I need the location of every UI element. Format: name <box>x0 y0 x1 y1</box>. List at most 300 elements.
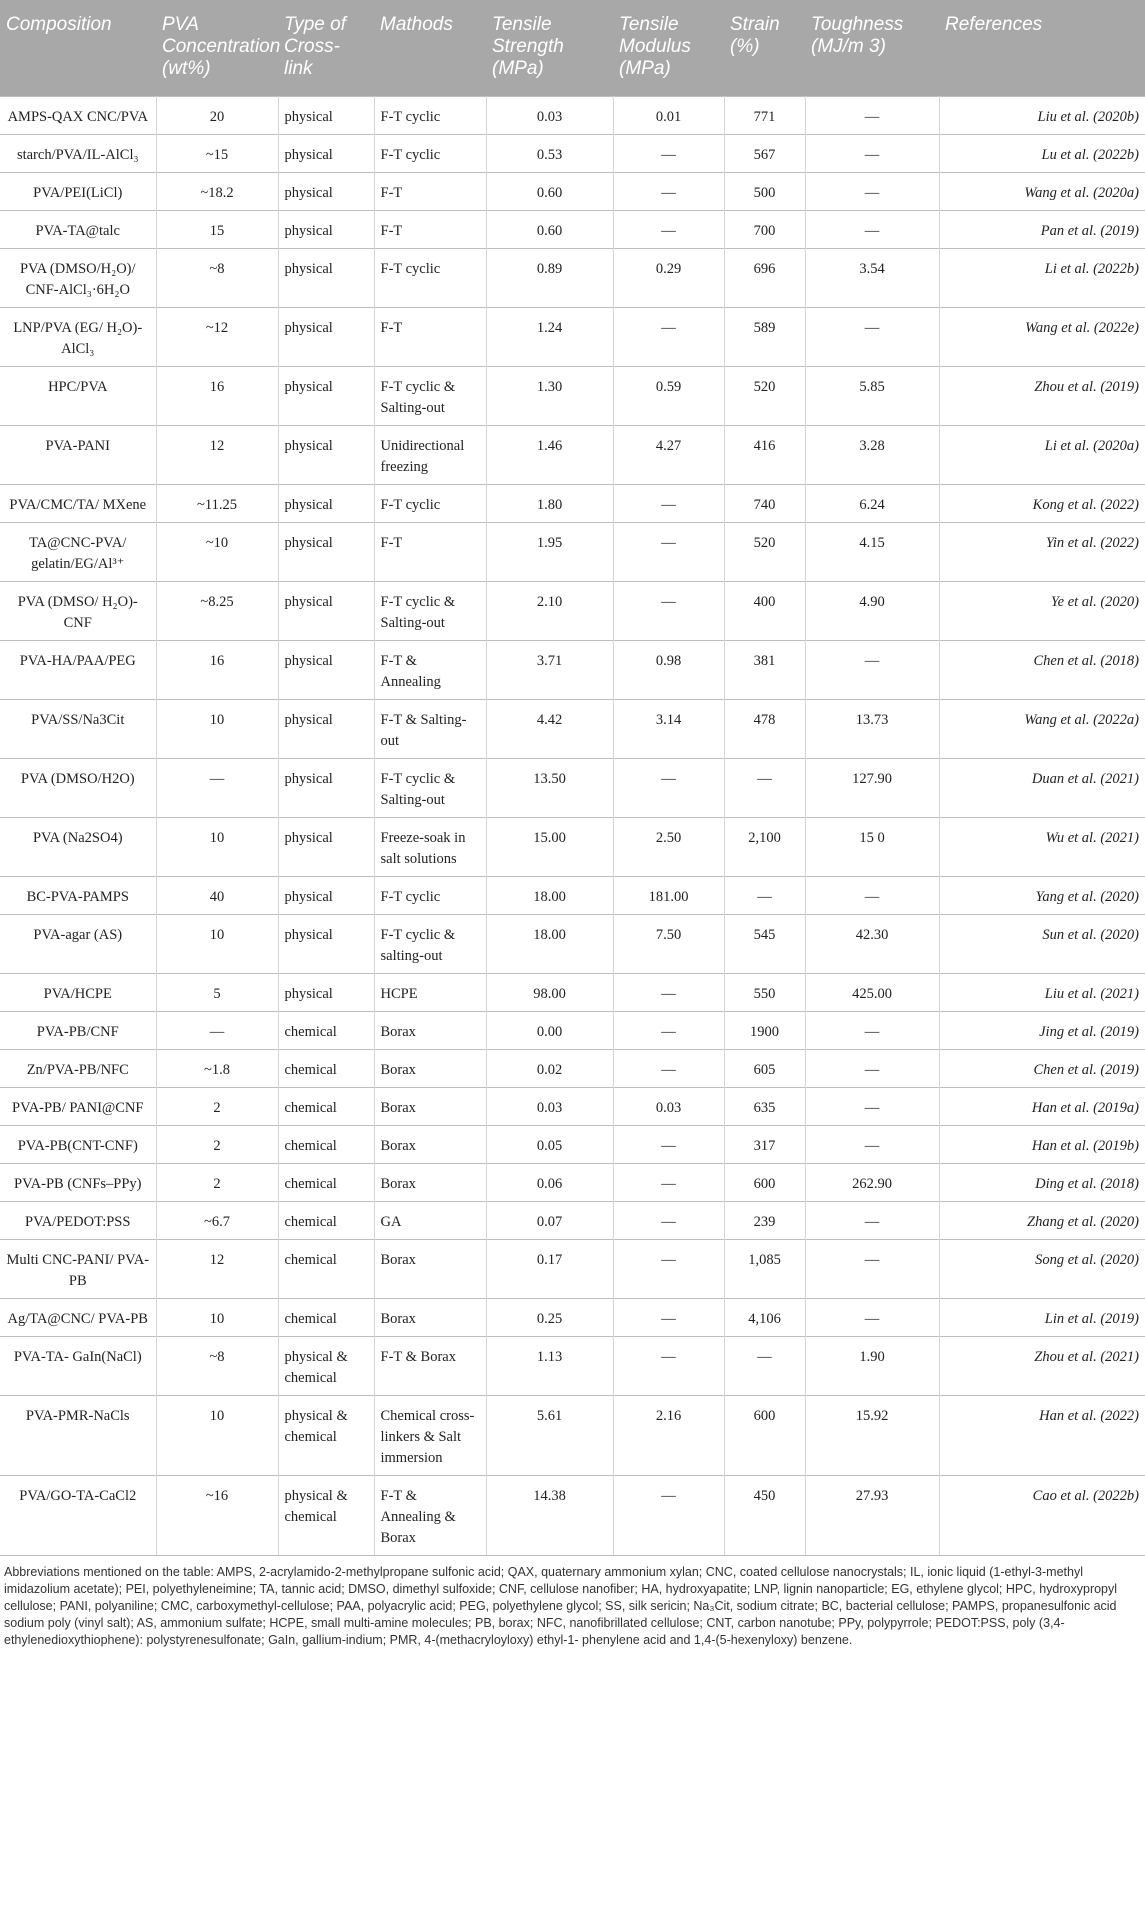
pva-concentration-cell: 10 <box>156 817 278 876</box>
strain-cell: 605 <box>724 1049 805 1087</box>
composition-cell: PVA-PMR-NaCls <box>0 1395 156 1475</box>
tensile-modulus-cell: — <box>613 1049 724 1087</box>
strain-cell: 567 <box>724 134 805 172</box>
crosslink-type-cell: chemical <box>278 1011 374 1049</box>
methods-cell: F-T cyclic & Salting-out <box>374 581 486 640</box>
tensile-strength-cell: 3.71 <box>486 640 613 699</box>
reference-cell: Wang et al. (2020a) <box>939 172 1145 210</box>
table-row <box>0 1336 1145 1395</box>
methods-cell: HCPE <box>374 973 486 1011</box>
toughness-cell: 127.90 <box>805 758 939 817</box>
reference-cell: Ye et al. (2020) <box>939 581 1145 640</box>
pva-concentration-cell: 2 <box>156 1125 278 1163</box>
table-row <box>0 1049 1145 1087</box>
toughness-cell: — <box>805 1087 939 1125</box>
composition-cell: PVA-PB(CNT-CNF) <box>0 1125 156 1163</box>
pva-concentration-cell: 10 <box>156 1395 278 1475</box>
reference-cell: Ding et al. (2018) <box>939 1163 1145 1201</box>
tensile-strength-cell: 1.24 <box>486 307 613 366</box>
table-row <box>0 1125 1145 1163</box>
table-row <box>0 134 1145 172</box>
tensile-modulus-cell: 0.98 <box>613 640 724 699</box>
tensile-strength-cell: 0.05 <box>486 1125 613 1163</box>
table-row <box>0 758 1145 817</box>
tensile-modulus-cell: — <box>613 1239 724 1298</box>
tensile-modulus-cell: — <box>613 522 724 581</box>
column-header-toughness: Toughness (MJ/m 3) <box>805 0 939 96</box>
crosslink-type-cell: physical <box>278 210 374 248</box>
toughness-cell: 4.15 <box>805 522 939 581</box>
crosslink-type-cell: chemical <box>278 1201 374 1239</box>
crosslink-type-cell: chemical <box>278 1298 374 1336</box>
composition-cell: PVA/SS/Na3Cit <box>0 699 156 758</box>
methods-cell: F-T cyclic <box>374 134 486 172</box>
tensile-modulus-cell: 0.29 <box>613 248 724 307</box>
tensile-modulus-cell: — <box>613 307 724 366</box>
toughness-cell: 27.93 <box>805 1475 939 1555</box>
tensile-strength-cell: 1.30 <box>486 366 613 425</box>
methods-cell: F-T <box>374 210 486 248</box>
strain-cell: 500 <box>724 172 805 210</box>
tensile-strength-cell: 0.17 <box>486 1239 613 1298</box>
toughness-cell: 13.73 <box>805 699 939 758</box>
pva-concentration-cell: — <box>156 758 278 817</box>
pva-concentration-cell: ~8 <box>156 1336 278 1395</box>
crosslink-type-cell: physical <box>278 914 374 973</box>
reference-cell: Zhang et al. (2020) <box>939 1201 1145 1239</box>
column-header-tensile-strength: Tensile Strength (MPa) <box>486 0 613 96</box>
tensile-strength-cell: 0.53 <box>486 134 613 172</box>
tensile-modulus-cell: — <box>613 758 724 817</box>
reference-cell: Wang et al. (2022e) <box>939 307 1145 366</box>
table-row <box>0 248 1145 307</box>
table-body <box>0 96 1145 1555</box>
composition-cell: HPC/PVA <box>0 366 156 425</box>
reference-cell: Kong et al. (2022) <box>939 484 1145 522</box>
tensile-modulus-cell: 0.01 <box>613 96 724 134</box>
tensile-strength-cell: 0.25 <box>486 1298 613 1336</box>
table-row <box>0 914 1145 973</box>
strain-cell: — <box>724 1336 805 1395</box>
column-header-strain: Strain (%) <box>724 0 805 96</box>
composition-cell: Multi CNC-PANI/ PVA-PB <box>0 1239 156 1298</box>
tensile-modulus-cell: — <box>613 172 724 210</box>
toughness-cell: — <box>805 307 939 366</box>
methods-cell: F-T & Borax <box>374 1336 486 1395</box>
reference-cell: Liu et al. (2021) <box>939 973 1145 1011</box>
methods-cell: Borax <box>374 1049 486 1087</box>
table-row <box>0 1475 1145 1555</box>
tensile-strength-cell: 0.89 <box>486 248 613 307</box>
toughness-cell: — <box>805 1201 939 1239</box>
crosslink-type-cell: physical <box>278 172 374 210</box>
reference-cell: Yang et al. (2020) <box>939 876 1145 914</box>
crosslink-type-cell: chemical <box>278 1087 374 1125</box>
methods-cell: F-T <box>374 522 486 581</box>
methods-cell: Chemical cross-linkers & Salt immersion <box>374 1395 486 1475</box>
composition-cell: PVA (DMSO/H₂O)/ CNF-AlCl₃·6H₂O <box>0 248 156 307</box>
pva-concentration-cell: 12 <box>156 1239 278 1298</box>
strain-cell: 589 <box>724 307 805 366</box>
toughness-cell: 3.54 <box>805 248 939 307</box>
column-header-tensile-modulus: Tensile Modulus (MPa) <box>613 0 724 96</box>
methods-cell: Borax <box>374 1163 486 1201</box>
pva-concentration-cell: 16 <box>156 366 278 425</box>
reference-cell: Liu et al. (2020b) <box>939 96 1145 134</box>
toughness-cell: — <box>805 172 939 210</box>
pva-concentration-cell: ~1.8 <box>156 1049 278 1087</box>
header-row <box>0 0 1145 96</box>
toughness-cell: — <box>805 1298 939 1336</box>
tensile-strength-cell: 13.50 <box>486 758 613 817</box>
table-row <box>0 876 1145 914</box>
crosslink-type-cell: physical <box>278 758 374 817</box>
reference-cell: Wu et al. (2021) <box>939 817 1145 876</box>
tensile-modulus-cell: 2.50 <box>613 817 724 876</box>
methods-cell: GA <box>374 1201 486 1239</box>
composition-cell: PVA-PB/ PANI@CNF <box>0 1087 156 1125</box>
toughness-cell: — <box>805 876 939 914</box>
pva-concentration-cell: ~12 <box>156 307 278 366</box>
abbreviations-footnote: Abbreviations mentioned on the table: AMPS, 2-acrylamido-2-methylpropane sulfonic acid; QAX, quaternary ammonium xylan; CNC, coated cellulose nanocrystals; IL, ionic liquid (1-ethyl-3-methyl imidazolium acetate); PEI, polyethyleneimine; TA, tannic acid; DMSO, dimethyl sulfoxide; CNF, cellulose nanofiber; HA, hydroxyapatite; LNP, lignin nanoparticle; EG, ethylene glycol; HPC, hydroxypropyl cellulose; PANI, polyaniline; CMC, carboxymethyl-cellulose; PAA, polyacrylic acid; PEG, polyethylene glycol; SS, silk sericin; Na₃Cit, sodium citrate; BC, bacterial cellulose; PAMPS, propanesulfonic acid sodium poly (vinyl salt); AS, ammonium sulfate; HCPE, small multi-amine molecules; PB, borax; NFC, nanofibrillated cellulose; CNT, carbon nanotube; PPy, polypyrrole; PEDOT:PSS, poly (3,4-ethylenedioxythiophene): polystyrenesulfonate; GaIn, gallium-indium; PMR, 4-(methacryloyloxy) ethyl-1- phenylene acid and 1,4-(5-hexenyloxy) benzene. <box>4 1564 1118 1647</box>
reference-cell: Jing et al. (2019) <box>939 1011 1145 1049</box>
toughness-cell: 3.28 <box>805 425 939 484</box>
crosslink-type-cell: physical <box>278 522 374 581</box>
table-row <box>0 640 1145 699</box>
toughness-cell: — <box>805 210 939 248</box>
strain-cell: 1,085 <box>724 1239 805 1298</box>
tensile-strength-cell: 18.00 <box>486 876 613 914</box>
strain-cell: 381 <box>724 640 805 699</box>
strain-cell: 239 <box>724 1201 805 1239</box>
composition-cell: PVA-PB/CNF <box>0 1011 156 1049</box>
pva-concentration-cell: ~15 <box>156 134 278 172</box>
tensile-strength-cell: 0.06 <box>486 1163 613 1201</box>
tensile-modulus-cell: — <box>613 1298 724 1336</box>
tensile-strength-cell: 1.95 <box>486 522 613 581</box>
toughness-cell: 262.90 <box>805 1163 939 1201</box>
tensile-modulus-cell: 3.14 <box>613 699 724 758</box>
strain-cell: 450 <box>724 1475 805 1555</box>
tensile-modulus-cell: — <box>613 1011 724 1049</box>
tensile-modulus-cell: — <box>613 1163 724 1201</box>
table-row <box>0 1395 1145 1475</box>
pva-concentration-cell: 15 <box>156 210 278 248</box>
pva-concentration-cell: 10 <box>156 1298 278 1336</box>
table-row <box>0 307 1145 366</box>
crosslink-type-cell: physical <box>278 817 374 876</box>
toughness-cell: 4.90 <box>805 581 939 640</box>
methods-cell: F-T <box>374 172 486 210</box>
composition-cell: TA@CNC-PVA/ gelatin/EG/Al³⁺ <box>0 522 156 581</box>
tensile-strength-cell: 98.00 <box>486 973 613 1011</box>
methods-cell: F-T & Annealing <box>374 640 486 699</box>
reference-cell: Zhou et al. (2019) <box>939 366 1145 425</box>
methods-cell: Unidirectional freezing <box>374 425 486 484</box>
methods-cell: Borax <box>374 1011 486 1049</box>
tensile-strength-cell: 0.03 <box>486 96 613 134</box>
reference-cell: Chen et al. (2018) <box>939 640 1145 699</box>
toughness-cell: — <box>805 1125 939 1163</box>
table-row <box>0 210 1145 248</box>
crosslink-type-cell: physical & chemical <box>278 1475 374 1555</box>
crosslink-type-cell: physical <box>278 366 374 425</box>
crosslink-type-cell: physical & chemical <box>278 1395 374 1475</box>
crosslink-type-cell: physical <box>278 973 374 1011</box>
methods-cell: F-T cyclic & Salting-out <box>374 758 486 817</box>
toughness-cell: — <box>805 96 939 134</box>
table-row <box>0 172 1145 210</box>
tensile-strength-cell: 18.00 <box>486 914 613 973</box>
composition-cell: BC-PVA-PAMPS <box>0 876 156 914</box>
table-row <box>0 1298 1145 1336</box>
table-row <box>0 1011 1145 1049</box>
pva-concentration-cell: 2 <box>156 1087 278 1125</box>
crosslink-type-cell: physical & chemical <box>278 1336 374 1395</box>
reference-cell: Song et al. (2020) <box>939 1239 1145 1298</box>
composition-cell: PVA (Na2SO4) <box>0 817 156 876</box>
strain-cell: 478 <box>724 699 805 758</box>
pva-concentration-cell: ~8 <box>156 248 278 307</box>
strain-cell: 400 <box>724 581 805 640</box>
crosslink-type-cell: physical <box>278 876 374 914</box>
tensile-modulus-cell: — <box>613 581 724 640</box>
table-row <box>0 1239 1145 1298</box>
pva-concentration-cell: ~18.2 <box>156 172 278 210</box>
composition-cell: PVA-PB (CNFs–PPy) <box>0 1163 156 1201</box>
column-header-crosslink-type: Type of Cross-link <box>278 0 374 96</box>
toughness-cell: 425.00 <box>805 973 939 1011</box>
toughness-cell: — <box>805 1239 939 1298</box>
reference-cell: Lu et al. (2022b) <box>939 134 1145 172</box>
tensile-strength-cell: 15.00 <box>486 817 613 876</box>
methods-cell: F-T <box>374 307 486 366</box>
table-row <box>0 1201 1145 1239</box>
pva-concentration-cell: 12 <box>156 425 278 484</box>
composition-cell: PVA/PEDOT:PSS <box>0 1201 156 1239</box>
column-header-methods: Mathods <box>374 0 486 96</box>
tensile-modulus-cell: — <box>613 210 724 248</box>
tensile-modulus-cell: — <box>613 484 724 522</box>
tensile-strength-cell: 14.38 <box>486 1475 613 1555</box>
methods-cell: Borax <box>374 1087 486 1125</box>
reference-cell: Wang et al. (2022a) <box>939 699 1145 758</box>
composition-cell: PVA/PEI(LiCl) <box>0 172 156 210</box>
column-header-pva-concentration: PVA Concentration (wt%) <box>156 0 278 96</box>
composition-cell: PVA-PANI <box>0 425 156 484</box>
pva-concentration-cell: ~6.7 <box>156 1201 278 1239</box>
reference-cell: Han et al. (2019a) <box>939 1087 1145 1125</box>
methods-cell: F-T & Annealing & Borax <box>374 1475 486 1555</box>
composition-cell: PVA (DMSO/ H₂O)-CNF <box>0 581 156 640</box>
strain-cell: 771 <box>724 96 805 134</box>
strain-cell: 416 <box>724 425 805 484</box>
column-header-composition: Composition <box>0 0 156 96</box>
composition-cell: Zn/PVA-PB/NFC <box>0 1049 156 1087</box>
toughness-cell: 5.85 <box>805 366 939 425</box>
methods-cell: Freeze-soak in salt solutions <box>374 817 486 876</box>
strain-cell: 317 <box>724 1125 805 1163</box>
strain-cell: 545 <box>724 914 805 973</box>
tensile-strength-cell: 0.07 <box>486 1201 613 1239</box>
methods-cell: F-T cyclic & salting-out <box>374 914 486 973</box>
reference-cell: Pan et al. (2019) <box>939 210 1145 248</box>
toughness-cell: — <box>805 134 939 172</box>
table-row <box>0 484 1145 522</box>
toughness-cell: 15.92 <box>805 1395 939 1475</box>
pva-concentration-cell: 16 <box>156 640 278 699</box>
pva-concentration-cell: 10 <box>156 699 278 758</box>
crosslink-type-cell: physical <box>278 134 374 172</box>
crosslink-type-cell: physical <box>278 640 374 699</box>
tensile-modulus-cell: 7.50 <box>613 914 724 973</box>
reference-cell: Zhou et al. (2021) <box>939 1336 1145 1395</box>
crosslink-type-cell: physical <box>278 96 374 134</box>
reference-cell: Han et al. (2019b) <box>939 1125 1145 1163</box>
toughness-cell: — <box>805 1011 939 1049</box>
table-row <box>0 425 1145 484</box>
table-row <box>0 366 1145 425</box>
methods-cell: Borax <box>374 1239 486 1298</box>
reference-cell: Li et al. (2022b) <box>939 248 1145 307</box>
strain-cell: 600 <box>724 1163 805 1201</box>
crosslink-type-cell: physical <box>278 581 374 640</box>
crosslink-type-cell: chemical <box>278 1049 374 1087</box>
composition-cell: starch/PVA/IL-AlCl₃ <box>0 134 156 172</box>
methods-cell: F-T cyclic <box>374 248 486 307</box>
composition-cell: Ag/TA@CNC/ PVA-PB <box>0 1298 156 1336</box>
toughness-cell: — <box>805 1049 939 1087</box>
methods-cell: Borax <box>374 1298 486 1336</box>
strain-cell: 1900 <box>724 1011 805 1049</box>
tensile-strength-cell: 0.60 <box>486 210 613 248</box>
composition-cell: PVA (DMSO/H2O) <box>0 758 156 817</box>
tensile-strength-cell: 1.46 <box>486 425 613 484</box>
strain-cell: 600 <box>724 1395 805 1475</box>
methods-cell: F-T & Salting-out <box>374 699 486 758</box>
strain-cell: 550 <box>724 973 805 1011</box>
crosslink-type-cell: physical <box>278 307 374 366</box>
strain-cell: — <box>724 876 805 914</box>
crosslink-type-cell: chemical <box>278 1125 374 1163</box>
toughness-cell: 15 0 <box>805 817 939 876</box>
table-row <box>0 973 1145 1011</box>
tensile-strength-cell: 0.03 <box>486 1087 613 1125</box>
tensile-modulus-cell: — <box>613 134 724 172</box>
toughness-cell: 42.30 <box>805 914 939 973</box>
tensile-strength-cell: 1.80 <box>486 484 613 522</box>
reference-cell: Yin et al. (2022) <box>939 522 1145 581</box>
reference-cell: Li et al. (2020a) <box>939 425 1145 484</box>
reference-cell: Sun et al. (2020) <box>939 914 1145 973</box>
crosslink-type-cell: physical <box>278 699 374 758</box>
strain-cell: 635 <box>724 1087 805 1125</box>
pva-concentration-cell: ~8.25 <box>156 581 278 640</box>
pva-concentration-cell: 10 <box>156 914 278 973</box>
methods-cell: F-T cyclic <box>374 96 486 134</box>
tensile-modulus-cell: 2.16 <box>613 1395 724 1475</box>
strain-cell: 520 <box>724 366 805 425</box>
crosslink-type-cell: physical <box>278 484 374 522</box>
strain-cell: 2,100 <box>724 817 805 876</box>
tensile-strength-cell: 0.02 <box>486 1049 613 1087</box>
table-row <box>0 817 1145 876</box>
composition-cell: LNP/PVA (EG/ H₂O)-AlCl₃ <box>0 307 156 366</box>
table-row <box>0 96 1145 134</box>
methods-cell: F-T cyclic <box>374 484 486 522</box>
composition-cell: PVA/CMC/TA/ MXene <box>0 484 156 522</box>
composition-cell: AMPS-QAX CNC/PVA <box>0 96 156 134</box>
strain-cell: 700 <box>724 210 805 248</box>
methods-cell: F-T cyclic & Salting-out <box>374 366 486 425</box>
tensile-strength-cell: 2.10 <box>486 581 613 640</box>
tensile-modulus-cell: 0.59 <box>613 366 724 425</box>
table-row <box>0 1163 1145 1201</box>
strain-cell: 520 <box>724 522 805 581</box>
strain-cell: 740 <box>724 484 805 522</box>
column-header-references: References <box>939 0 1145 96</box>
reference-cell: Lin et al. (2019) <box>939 1298 1145 1336</box>
table-row <box>0 699 1145 758</box>
crosslink-type-cell: chemical <box>278 1163 374 1201</box>
crosslink-type-cell: chemical <box>278 1239 374 1298</box>
tensile-modulus-cell: — <box>613 1125 724 1163</box>
methods-cell: F-T cyclic <box>374 876 486 914</box>
reference-cell: Chen et al. (2019) <box>939 1049 1145 1087</box>
crosslink-type-cell: physical <box>278 425 374 484</box>
strain-cell: 4,106 <box>724 1298 805 1336</box>
tensile-modulus-cell: — <box>613 1201 724 1239</box>
pva-concentration-cell: 20 <box>156 96 278 134</box>
tensile-strength-cell: 1.13 <box>486 1336 613 1395</box>
reference-cell: Han et al. (2022) <box>939 1395 1145 1475</box>
reference-cell: Cao et al. (2022b) <box>939 1475 1145 1555</box>
composition-cell: PVA/HCPE <box>0 973 156 1011</box>
toughness-cell: 1.90 <box>805 1336 939 1395</box>
composition-cell: PVA-agar (AS) <box>0 914 156 973</box>
composition-cell: PVA/GO-TA-CaCl2 <box>0 1475 156 1555</box>
pva-concentration-cell: ~11.25 <box>156 484 278 522</box>
pva-concentration-cell: 5 <box>156 973 278 1011</box>
toughness-cell: 6.24 <box>805 484 939 522</box>
composition-cell: PVA-HA/PAA/PEG <box>0 640 156 699</box>
table-row <box>0 581 1145 640</box>
reference-cell: Duan et al. (2021) <box>939 758 1145 817</box>
strain-cell: 696 <box>724 248 805 307</box>
tensile-modulus-cell: 0.03 <box>613 1087 724 1125</box>
tensile-modulus-cell: 4.27 <box>613 425 724 484</box>
composition-cell: PVA-TA- GaIn(NaCl) <box>0 1336 156 1395</box>
pva-concentration-cell: 40 <box>156 876 278 914</box>
pva-concentration-cell: ~10 <box>156 522 278 581</box>
tensile-modulus-cell: 181.00 <box>613 876 724 914</box>
crosslink-type-cell: physical <box>278 248 374 307</box>
tensile-strength-cell: 0.00 <box>486 1011 613 1049</box>
tensile-modulus-cell: — <box>613 1475 724 1555</box>
table-row <box>0 1087 1145 1125</box>
toughness-cell: — <box>805 640 939 699</box>
composition-cell: PVA-TA@talc <box>0 210 156 248</box>
table-row <box>0 522 1145 581</box>
pva-concentration-cell: — <box>156 1011 278 1049</box>
tensile-modulus-cell: — <box>613 973 724 1011</box>
tensile-strength-cell: 0.60 <box>486 172 613 210</box>
tensile-strength-cell: 5.61 <box>486 1395 613 1475</box>
methods-cell: Borax <box>374 1125 486 1163</box>
strain-cell: — <box>724 758 805 817</box>
tensile-strength-cell: 4.42 <box>486 699 613 758</box>
pva-concentration-cell: 2 <box>156 1163 278 1201</box>
